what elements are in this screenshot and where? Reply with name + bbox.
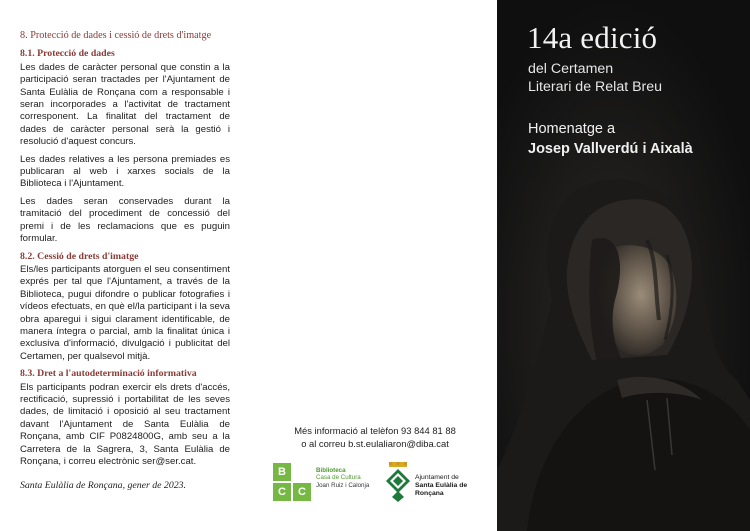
subtitle-line: Literari de Relat Breu bbox=[528, 79, 663, 95]
logo-letter: C bbox=[293, 483, 311, 501]
subtitle-line: del Certamen bbox=[528, 61, 614, 77]
paragraph: Les dades relatives a les persona premiades es publicaran al web i xarxes socials de la Biblioteca i l'Ajuntament. bbox=[20, 153, 230, 190]
homage-line: Homenatge a bbox=[528, 121, 616, 137]
paragraph: Els participants podran exercir els drets d'accés, rectificació, supressió i portabilitat de les seves dades, de limitació i oposició al seu tractament davant l'Ajuntament de Santa Eulàlia de Ronçana, amb CIF P0824800G, amb seu a la Carretera de la Sagrera, 3, Santa Eulàlia de Ronçana, i correu electrònic ser@ser.cat. bbox=[20, 381, 230, 467]
coat-of-arms-icon bbox=[385, 461, 411, 503]
council-line: Ajuntament de bbox=[415, 474, 459, 481]
town-council-text bbox=[415, 474, 467, 498]
subsection-title-data-protection: 8.1. Protecció de dades bbox=[20, 48, 115, 60]
paragraph: Els/les participants atorguen el seu consentiment exprés per tal que l'Ajuntament, a través de la Biblioteca, pugui difondre o publicar fotografies i vídeos efectuats, en què el/la participant i la seva obra aparegui i sigui clarament identificable, de manera íntegra o parcial, amb la finalitat única i exclusiva d'informació, divulgació i publicitat del Certamen, per qualsevol mitjà. bbox=[20, 263, 230, 362]
council-line: Ronçana bbox=[415, 490, 444, 497]
homage-text bbox=[528, 119, 693, 159]
subsection-title-image-rights: 8.2. Cessió de drets d'imatge bbox=[20, 250, 139, 262]
date-line: Santa Eulàlia de Ronçana, gener de 2023. bbox=[20, 480, 186, 491]
left-column bbox=[20, 30, 230, 491]
paragraph: Les dades de caràcter personal que constin a la participació seran tractades per l'Ajuntament de Santa Eulàlia de Ronçana com a responsable i seran incorporades a l'activitat de tractament corresponent. La finalitat del tractament de dades de caràcter personal serà la gestió i resolució d'aquest concurs. bbox=[20, 61, 230, 148]
logo-letter: B bbox=[273, 463, 291, 481]
logo-letter: C bbox=[273, 483, 291, 501]
town-council-logo bbox=[385, 461, 495, 505]
library-logo bbox=[273, 463, 370, 501]
edition-title: 14a edició bbox=[527, 20, 658, 55]
paragraph: Les dades seran conservades durant la tramitació del procediment de concessió del premi i de les reclamacions que es puguin formular. bbox=[20, 195, 230, 245]
library-logo-mark bbox=[273, 463, 311, 501]
library-subname: Casa de Cultura bbox=[316, 474, 361, 482]
contest-subtitle bbox=[528, 60, 662, 96]
contact-info bbox=[260, 424, 490, 450]
library-person: Joan Ruiz i Calonja bbox=[316, 481, 370, 489]
council-line: Santa Eulàlia de bbox=[415, 482, 468, 489]
subsection-title-self-determination: 8.3. Dret a l'autodeterminació informativa bbox=[20, 368, 197, 380]
library-name: Biblioteca bbox=[316, 467, 346, 474]
homage-name: Josep Vallverdú i Aixalà bbox=[528, 141, 693, 157]
section-title: 8. Protecció de dades i cessió de drets d'imatge bbox=[20, 30, 212, 41]
cover-panel bbox=[497, 0, 750, 531]
contact-email: o al correu b.st.eulaliaron@diba.cat bbox=[301, 438, 449, 449]
contact-phone: Més informació al telèfon 93 844 81 88 bbox=[294, 425, 456, 436]
